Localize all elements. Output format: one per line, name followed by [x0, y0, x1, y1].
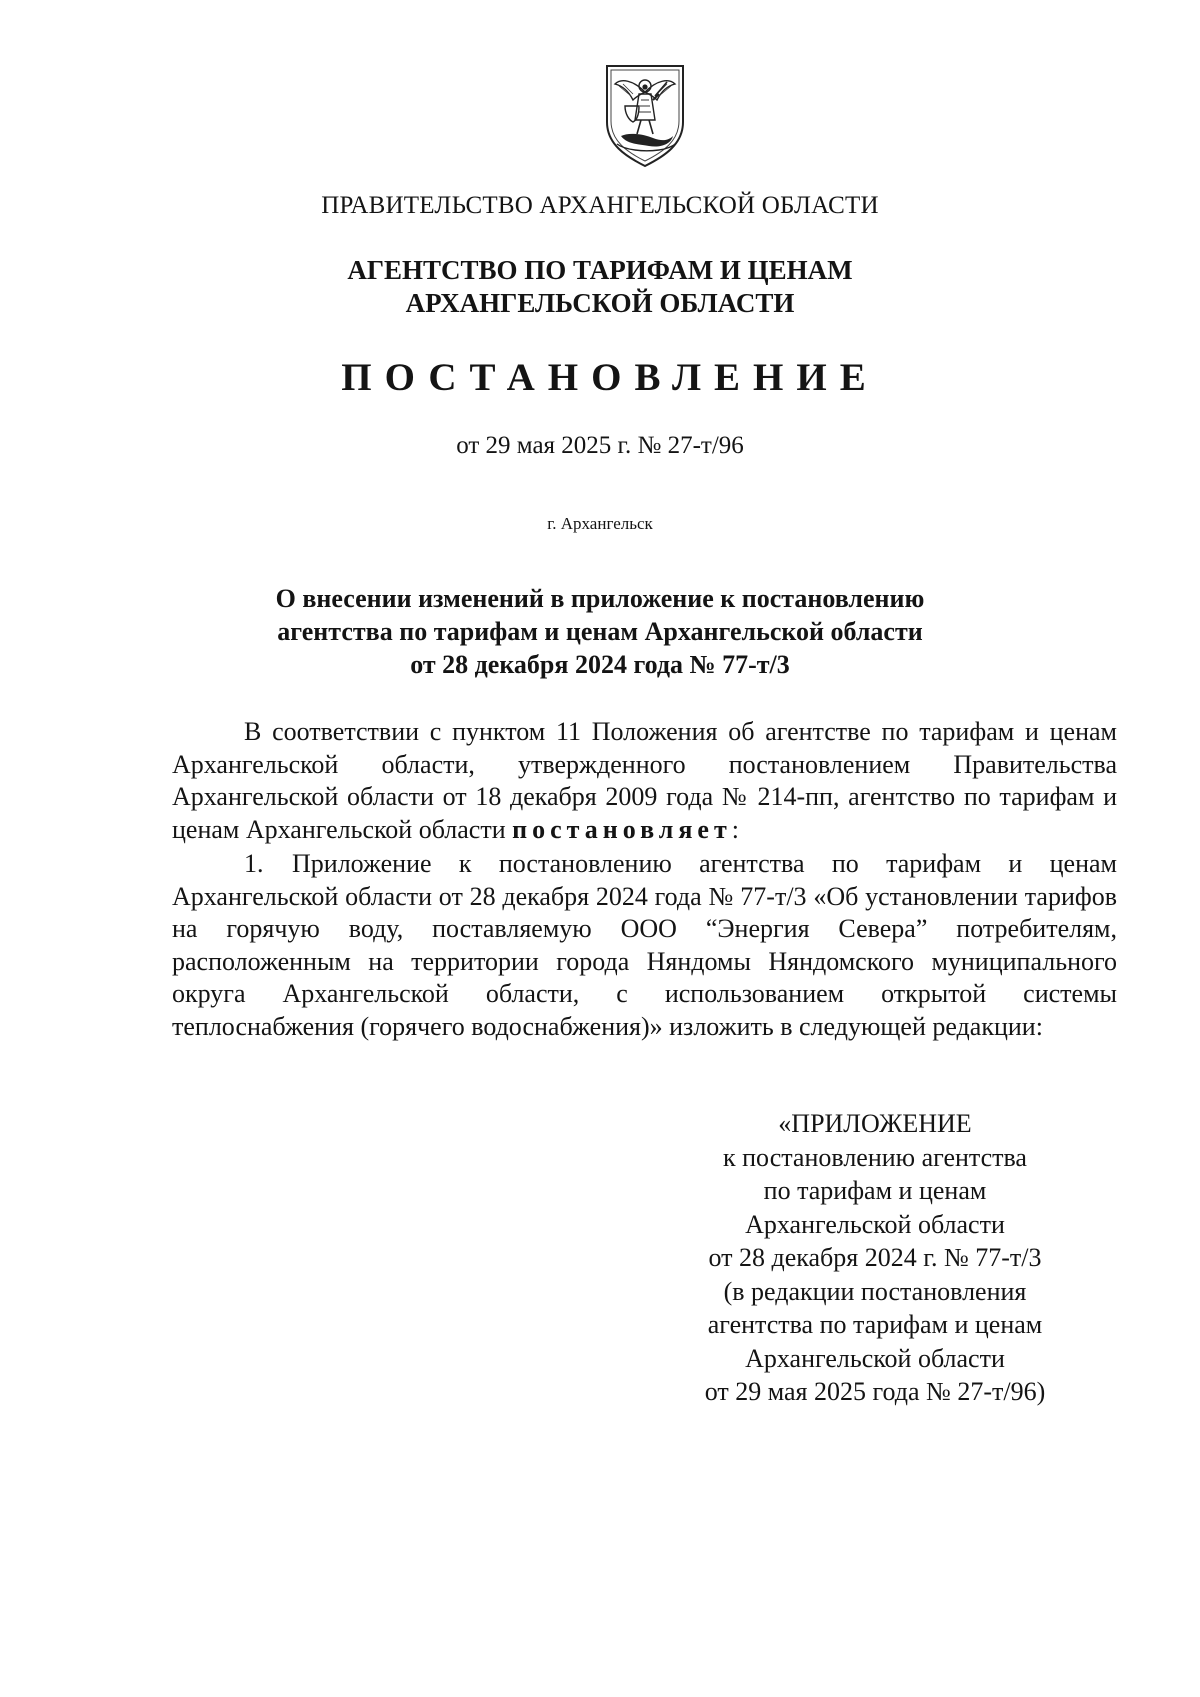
item-1-paragraph	[172, 848, 1117, 1044]
subject-line2: агентства по тарифам и ценам Архангельской области	[277, 617, 923, 646]
subject-line3: от 28 декабря 2024 года № 77-т/3	[410, 650, 790, 679]
decree-keyword: постановляет	[512, 814, 732, 844]
preamble-paragraph	[172, 716, 1117, 846]
appendix-line: (в редакции постановления	[723, 1276, 1027, 1306]
document-date-number: от 29 мая 2025 г. № 27-т/96	[456, 432, 744, 459]
item-1-number: 1.	[244, 849, 264, 878]
appendix-block	[660, 1107, 1090, 1409]
appendix-line: от 28 декабря 2024 г. № 77-т/3	[708, 1243, 1042, 1272]
document-subject	[0, 582, 1200, 681]
document-type-title: ПОСТАНОВЛЕНИЕ	[341, 356, 879, 399]
government-heading: ПРАВИТЕЛЬСТВО АРХАНГЕЛЬСКОЙ ОБЛАСТИ	[321, 192, 879, 219]
appendix-line: по тарифам и ценам	[763, 1176, 987, 1205]
subject-line1: О внесении изменений в приложение к постановлению	[275, 584, 925, 613]
agency-heading-line1: АГЕНТСТВО ПО ТАРИФАМ И ЦЕНАМ	[347, 255, 853, 285]
agency-heading-line2: АРХАНГЕЛЬСКОЙ ОБЛАСТИ	[405, 288, 795, 318]
appendix-line: от 29 мая 2025 года № 27-т/96)	[704, 1377, 1046, 1406]
appendix-line: к постановлению агентства	[723, 1142, 1027, 1172]
document-city: г. Архангельск	[547, 514, 653, 533]
preamble-text: В соответствии с пунктом 11 Положения об агентстве по тарифам и ценам Архангельской области, утвержденного постановлением Правительства Архангельской области от 18 декабря 2009 года № 214-пп, агентство по тарифам и ценам Архангельской области	[172, 717, 1117, 844]
item-1-text: Приложение к постановлению агентства по тарифам и ценам Архангельской области от 28 декабря 2024 года № 77-т/3 «Об установлении тарифов на горячую воду, поставляемую ООО “Энергия Севера” потребителям, расположенным на территории города Няндомы Няндомского муниципального округа Архангельской области, с использованием открытой системы теплоснабжения (горячего водоснабжения)» изложить в следующей редакции:	[172, 849, 1117, 1041]
appendix-line: агентства по тарифам и ценам	[707, 1310, 1043, 1339]
appendix-line: «ПРИЛОЖЕНИЕ	[778, 1109, 972, 1138]
coat-of-arms-emblem	[603, 62, 687, 168]
preamble-colon: :	[731, 814, 739, 844]
appendix-line: Архангельской области	[745, 1209, 1005, 1239]
appendix-line: Архангельской области	[745, 1343, 1005, 1373]
agency-heading	[0, 254, 1200, 320]
